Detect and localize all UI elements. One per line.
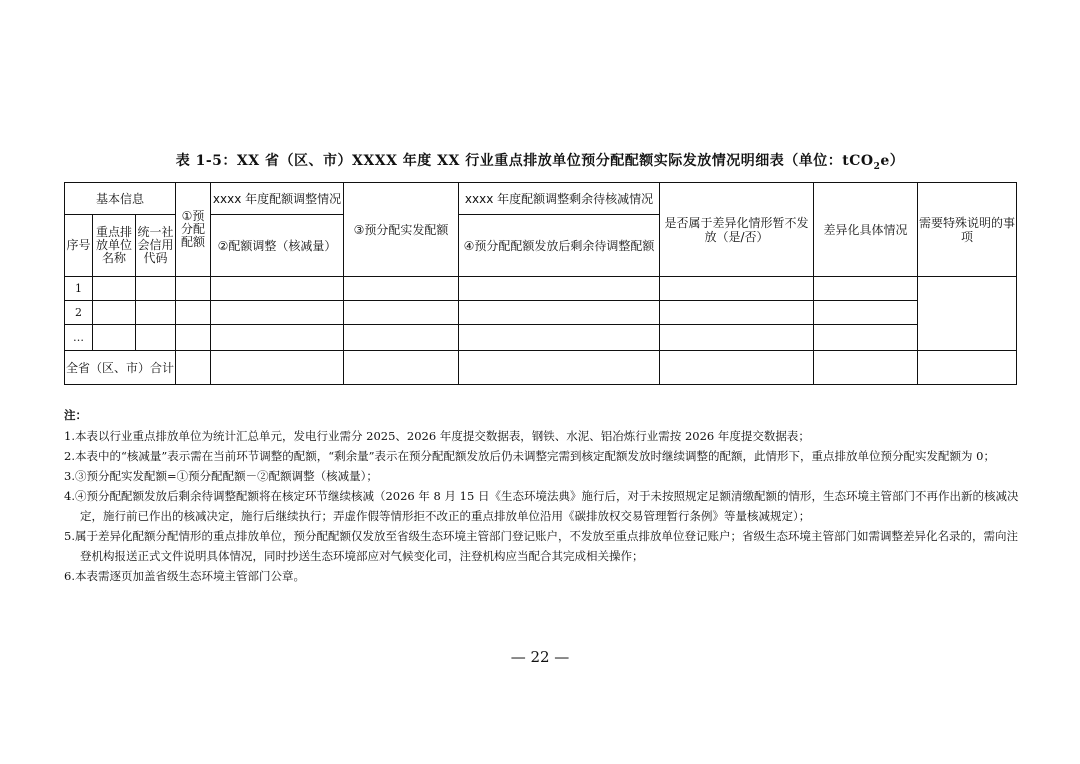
header-adjust-group: xxxx 年度配额调整情况 xyxy=(211,183,344,215)
table-title-subscript: 2 xyxy=(873,161,881,172)
table-cell xyxy=(211,277,344,301)
table-cell xyxy=(459,351,660,385)
row-index: … xyxy=(65,325,93,351)
table-cell xyxy=(93,301,136,325)
table-row xyxy=(65,301,1017,325)
table-row xyxy=(65,277,1017,301)
header-diff-detail: 差异化具体情况 xyxy=(814,183,918,277)
table-cell xyxy=(459,277,660,301)
table-cell xyxy=(918,351,1017,385)
header-differentiated: 是否属于差异化情形暂不发放（是/否） xyxy=(660,183,814,277)
header-unit-name: 重点排放单位名称 xyxy=(93,215,136,277)
header-actual-allocation: ③预分配实发配额 xyxy=(344,183,459,277)
table-cell xyxy=(814,325,918,351)
total-label: 全省（区、市）合计 xyxy=(65,351,176,385)
table-cell xyxy=(136,301,176,325)
header-adjust: ②配额调整（核减量） xyxy=(211,215,344,277)
table-cell xyxy=(211,351,344,385)
table-cell xyxy=(459,301,660,325)
table-title xyxy=(0,150,1080,172)
page-number: — 22 — xyxy=(510,648,570,666)
table-cell xyxy=(211,325,344,351)
row-index: 1 xyxy=(65,277,93,301)
notes-heading: 注： xyxy=(64,408,87,422)
table-cell xyxy=(93,277,136,301)
note-item: 5.属于差异化配额分配情形的重点排放单位，预分配配额仅发放至省级生态环境主管部门登记账户，不发放至重点排放单位登记账户；省级生态环境主管部门如需调整差异化名录的，需向注登机构报送正式文件说明具体情况，同时抄送生态环境部应对气候变化司，注登机构应当配合其完成相关操作； xyxy=(64,529,1018,563)
table-row xyxy=(65,325,1017,351)
header-credit-code: 统一社会信用代码 xyxy=(136,215,176,277)
table-cell xyxy=(176,351,211,385)
table-cell xyxy=(176,301,211,325)
table-cell xyxy=(344,325,459,351)
table-cell xyxy=(211,301,344,325)
table-cell xyxy=(660,351,814,385)
allocation-table xyxy=(64,182,1017,385)
row-index: 2 xyxy=(65,301,93,325)
table-cell xyxy=(814,351,918,385)
header-seq: 序号 xyxy=(65,215,93,277)
notes-section xyxy=(64,405,1020,586)
table-cell xyxy=(176,277,211,301)
total-row xyxy=(65,351,1017,385)
table-cell xyxy=(344,277,459,301)
table-cell xyxy=(344,351,459,385)
note-item: 1.本表以行业重点排放单位为统计汇总单元，发电行业需分 2025、2026 年度提交数据表，钢铁、水泥、铝冶炼行业需按 2026 年度提交数据表； xyxy=(64,429,810,443)
table-cell xyxy=(459,325,660,351)
table-cell xyxy=(176,325,211,351)
header-remain: ④预分配配额发放后剩余待调整配额 xyxy=(459,215,660,277)
table-cell xyxy=(660,325,814,351)
table-title-main: 表 1-5：XX 省（区、市）XXXX 年度 XX 行业重点排放单位预分配配额实际发放情况明细表（单位：tCO xyxy=(175,153,874,169)
header-special-notes: 需要特殊说明的事项 xyxy=(918,183,1017,277)
table-cell xyxy=(136,325,176,351)
header-pre-allocation: ①预分配配额 xyxy=(176,183,211,277)
table-cell xyxy=(660,277,814,301)
table-cell xyxy=(93,325,136,351)
note-item: 3.③预分配实发配额=①预分配配额－②配额调整（核减量）； xyxy=(64,469,378,483)
note-item: 6.本表需逐页加盖省级生态环境主管部门公章。 xyxy=(64,569,305,583)
table-cell xyxy=(660,301,814,325)
table-cell xyxy=(136,277,176,301)
header-basic-info: 基本信息 xyxy=(65,183,176,215)
table-title-end: e） xyxy=(880,153,905,169)
note-item: 4.④预分配配额发放后剩余待调整配额将在核定环节继续核减（2026 年 8 月 15 日《生态环境法典》施行后，对于未按照规定足额清缴配额的情形，生态环境主管部门不再作出新的核减决定，施行前已作出的核减决定，施行后继续执行；弄虚作假等情形拒不改正的重点排放单位沿用《碳排放权交易管理暂行条例》等量核减规定）； xyxy=(64,489,1019,523)
note-item: 2.本表中的“核减量”表示需在当前环节调整的配额，“剩余量”表示在预分配配额发放后仍未调整完需到核定配额发放时继续调整的配额，此情形下，重点排放单位预分配实发配额为 0； xyxy=(64,449,995,463)
table-cell xyxy=(814,277,918,301)
header-remain-group: xxxx 年度配额调整剩余待核减情况 xyxy=(459,183,660,215)
table-cell xyxy=(344,301,459,325)
table-cell xyxy=(814,301,918,325)
